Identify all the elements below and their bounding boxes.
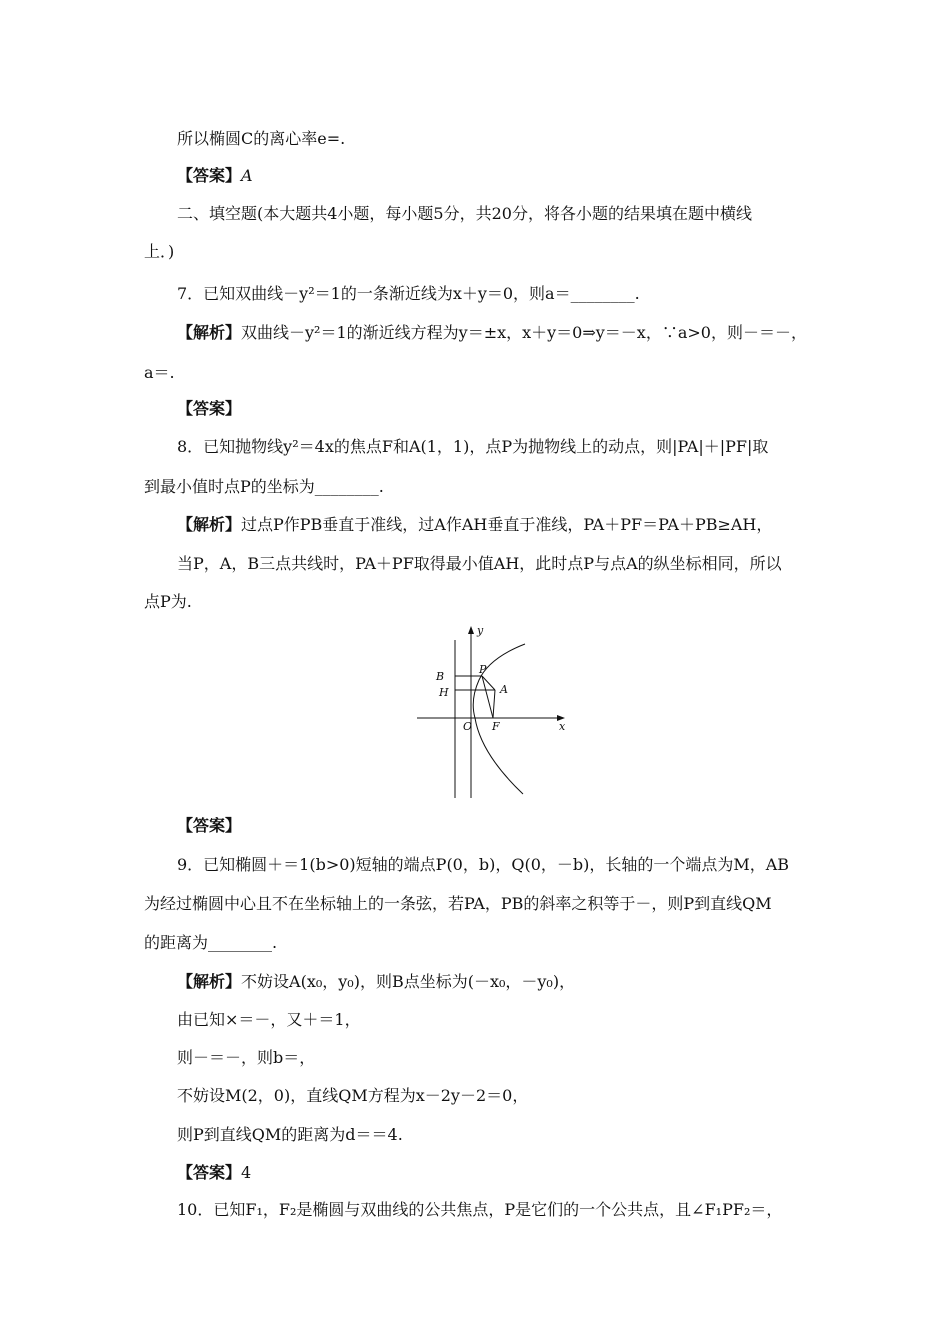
answer-line (177, 165, 253, 187)
answer-value: A (241, 166, 253, 185)
text-line: 不妨设M(2，0)，直线QM方程为x－2y－2＝0， (177, 1086, 529, 1105)
label-O: O (463, 720, 473, 733)
parabola-figure (415, 624, 575, 800)
label-A: A (500, 683, 508, 696)
question-9: 9．已知椭圆＋＝1(b>0)短轴的端点P(0，b)，Q(0，－b)，长轴的一个端点为M，AB (177, 855, 790, 874)
text-line: 到最小值时点P的坐标为________. (144, 477, 384, 496)
text-line: 则－＝－，则b＝， (177, 1048, 316, 1067)
question-8: 8．已知抛物线y²＝4x的焦点F和A(1，1)，点P为抛物线上的动点，则|PA|＋|PF|取 (177, 437, 769, 456)
text-line: 点P为. (144, 592, 192, 611)
text-line: 所以椭圆C的离心率e=. (177, 129, 346, 148)
analysis-tag: 【解析】 (177, 972, 242, 991)
label-F: F (492, 720, 500, 733)
label-B: B (436, 670, 445, 683)
text-line: 则P到直线QM的距离为d＝＝4. (177, 1125, 403, 1144)
section-heading: 二、填空题(本大题共4小题，每小题5分，共20分，将各小题的结果填在题中横线 (177, 204, 752, 223)
y-axis-arrow (468, 626, 474, 634)
answer-tag: 【答案】 (177, 1163, 242, 1182)
label-H: H (439, 686, 449, 699)
segment-AF (493, 690, 495, 718)
analysis-text: 过点P作PB垂直于准线，过A作AH垂直于准线，PA＋PF＝PA＋PB≥AH， (241, 515, 773, 534)
text-line: 由已知×＝－，又＋＝1， (177, 1010, 361, 1029)
analysis-tag: 【解析】 (177, 323, 242, 342)
analysis-line (177, 514, 772, 536)
text-line: 当P，A，B三点共线时，PA＋PF取得最小值AH，此时点P与点A的纵坐标相同，所以 (177, 554, 782, 573)
analysis-text: 不妨设A(x₀，y₀)，则B点坐标为(－x₀，－y₀)， (241, 972, 576, 991)
question-7: 7．已知双曲线－y²＝1的一条渐近线为x＋y＝0，则a＝________. (177, 284, 640, 303)
text-line: a＝. (144, 363, 175, 382)
text-line: 上．) (144, 242, 175, 261)
answer-value: 4 (241, 1163, 252, 1182)
analysis-line (177, 322, 807, 344)
label-x: x (559, 720, 566, 733)
text-line: 的距离为________. (144, 933, 278, 952)
answer-tag: 【答案】 (177, 399, 242, 418)
analysis-line (177, 971, 575, 993)
answer-line (177, 815, 241, 837)
analysis-text: 双曲线－y²＝1的渐近线方程为y＝±x，x＋y＝0⇒y＝－x，∵a>0，则－＝－， (241, 323, 807, 342)
answer-tag: 【答案】 (177, 816, 242, 835)
analysis-tag: 【解析】 (177, 515, 242, 534)
answer-line (177, 398, 241, 420)
question-10: 10．已知F₁，F₂是椭圆与双曲线的公共焦点，P是它们的一个公共点，且∠F₁PF₂＝， (177, 1200, 783, 1219)
label-y: y (477, 624, 484, 637)
answer-line (177, 1162, 251, 1184)
text-line: 为经过椭圆中心且不在坐标轴上的一条弦，若PA，PB的斜率之积等于－，则P到直线QM (144, 894, 772, 913)
answer-tag: 【答案】 (177, 166, 242, 185)
label-P: P (479, 663, 487, 676)
